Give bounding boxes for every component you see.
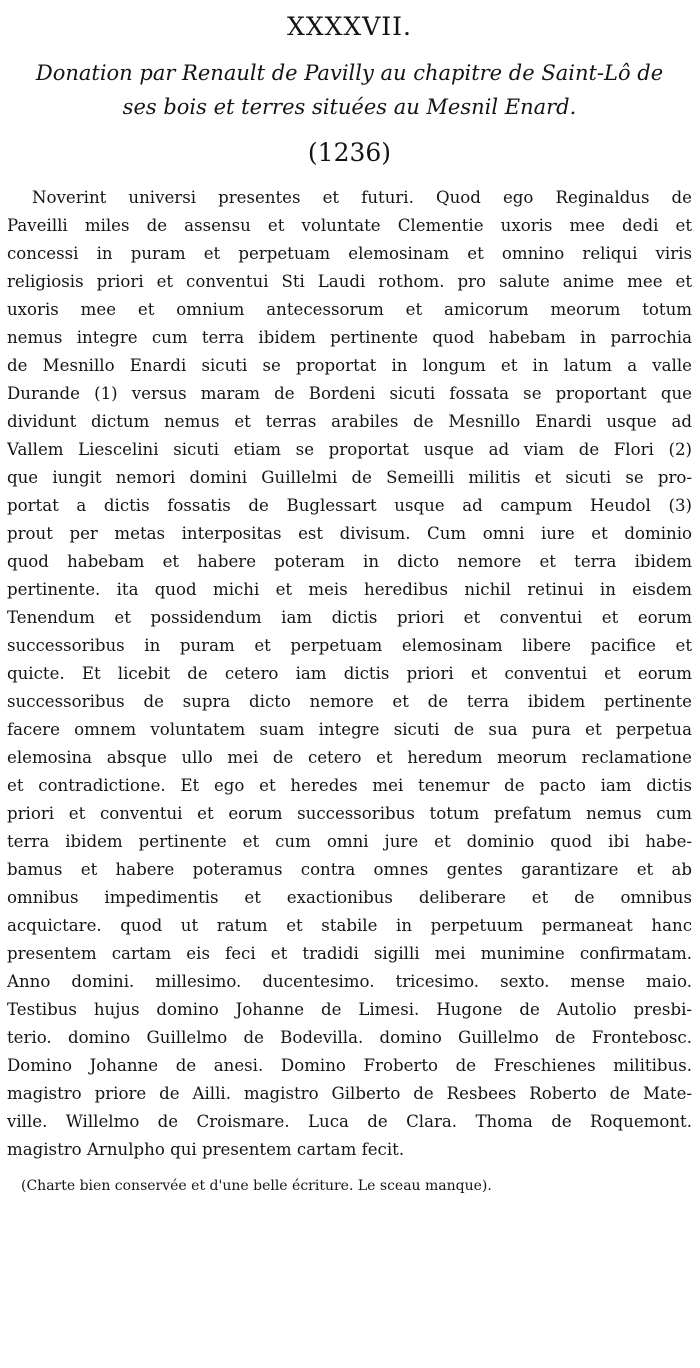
body-line: portat a dictis fossatis de Buglessart usque ad campum Heudol (3) bbox=[7, 496, 692, 515]
charter-body-text bbox=[7, 184, 692, 1164]
body-line: bamus et habere poteramus contra omnes gentes garantizare et ab bbox=[7, 860, 692, 879]
body-line: religiosis priori et conventui Sti Laudi rothom. pro salute anime mee et bbox=[7, 272, 692, 291]
body-line: nemus integre cum terra ibidem pertinente quod habebam in parrochia bbox=[7, 328, 692, 347]
body-line: magistro Arnulpho qui presentem cartam fecit. bbox=[7, 1140, 405, 1159]
body-line: Testibus hujus domino Johanne de Limesi. Hugone de Autolio presbi- bbox=[7, 1000, 692, 1019]
body-line: presentem cartam eis feci et tradidi sigilli mei munimine confirmatam. bbox=[7, 944, 692, 963]
body-line: terio. domino Guillelmo de Bodevilla. domino Guillelmo de Frontebosc. bbox=[7, 1028, 692, 1047]
body-line: Paveilli miles de assensu et voluntate Clementie uxoris mee dedi et bbox=[7, 216, 692, 235]
body-line: ville. Willelmo de Croismare. Luca de Clara. Thoma de Roquemont. bbox=[7, 1112, 692, 1131]
body-line: quod habebam et habere poteram in dicto nemore et terra ibidem bbox=[7, 552, 692, 571]
body-line: de Mesnillo Enardi sicuti se proportat in longum et in latum a valle bbox=[7, 356, 692, 375]
body-line: acquictare. quod ut ratum et stabile in perpetuum permaneat hanc bbox=[7, 916, 692, 935]
body-line: uxoris mee et omnium antecessorum et amicorum meorum totum bbox=[7, 300, 692, 319]
body-line: prout per metas interpositas est divisum. Cum omni iure et dominio bbox=[7, 524, 692, 543]
body-line: dividunt dictum nemus et terras arabiles de Mesnillo Enardi usque ad bbox=[7, 412, 692, 431]
body-line: magistro priore de Ailli. magistro Gilberto de Resbees Roberto de Mate- bbox=[7, 1084, 692, 1103]
charter-condition-note: (Charte bien conservée et d'une belle écriture. Le sceau manque). bbox=[21, 1178, 492, 1194]
charter-title-line-2: ses bois et terres situées au Mesnil Enard. bbox=[122, 95, 577, 119]
body-line: successoribus de supra dicto nemore et de terra ibidem pertinente bbox=[7, 692, 692, 711]
body-line: priori et conventui et eorum successoribus totum prefatum nemus cum bbox=[7, 804, 692, 823]
body-line: terra ibidem pertinente et cum omni jure et dominio quod ibi habe- bbox=[7, 832, 692, 851]
charter-year: (1236) bbox=[307, 138, 392, 167]
charter-number: XXXXVII. bbox=[287, 12, 412, 41]
body-line: Durande (1) versus maram de Bordeni sicuti fossata se proportant que bbox=[7, 384, 692, 403]
body-line: Vallem Liescelini sicuti etiam se proportat usque ad viam de Flori (2) bbox=[7, 440, 692, 459]
body-line: Anno domini. millesimo. ducentesimo. tricesimo. sexto. mense maio. bbox=[7, 972, 692, 991]
body-line: elemosina absque ullo mei de cetero et heredum meorum reclamatione bbox=[7, 748, 692, 767]
charter-title-line-1: Donation par Renault de Pavilly au chapitre de Saint-Lô de bbox=[35, 61, 664, 85]
body-line: concessi in puram et perpetuam elemosinam et omnino reliqui viris bbox=[7, 244, 692, 263]
charter-title bbox=[7, 56, 692, 124]
body-line: successoribus in puram et perpetuam elemosinam libere pacifice et bbox=[7, 636, 692, 655]
body-line: omnibus impedimentis et exactionibus deliberare et de omnibus bbox=[7, 888, 692, 907]
body-line: et contradictione. Et ego et heredes mei tenemur de pacto iam dictis bbox=[7, 776, 692, 795]
body-line: que iungit nemori domini Guillelmi de Semeilli militis et sicuti se pro- bbox=[7, 468, 692, 487]
body-line: quicte. Et licebit de cetero iam dictis priori et conventui et eorum bbox=[7, 664, 692, 683]
body-line: pertinente. ita quod michi et meis heredibus nichil retinui in eisdem bbox=[7, 580, 692, 599]
body-line: Noverint universi presentes et futuri. Quod ego Reginaldus de bbox=[32, 188, 692, 207]
body-line: Tenendum et possidendum iam dictis priori et conventui et eorum bbox=[7, 608, 692, 627]
body-line: facere omnem voluntatem suam integre sicuti de sua pura et perpetua bbox=[7, 720, 692, 739]
body-line: Domino Johanne de anesi. Domino Froberto de Freschienes militibus. bbox=[7, 1056, 692, 1075]
